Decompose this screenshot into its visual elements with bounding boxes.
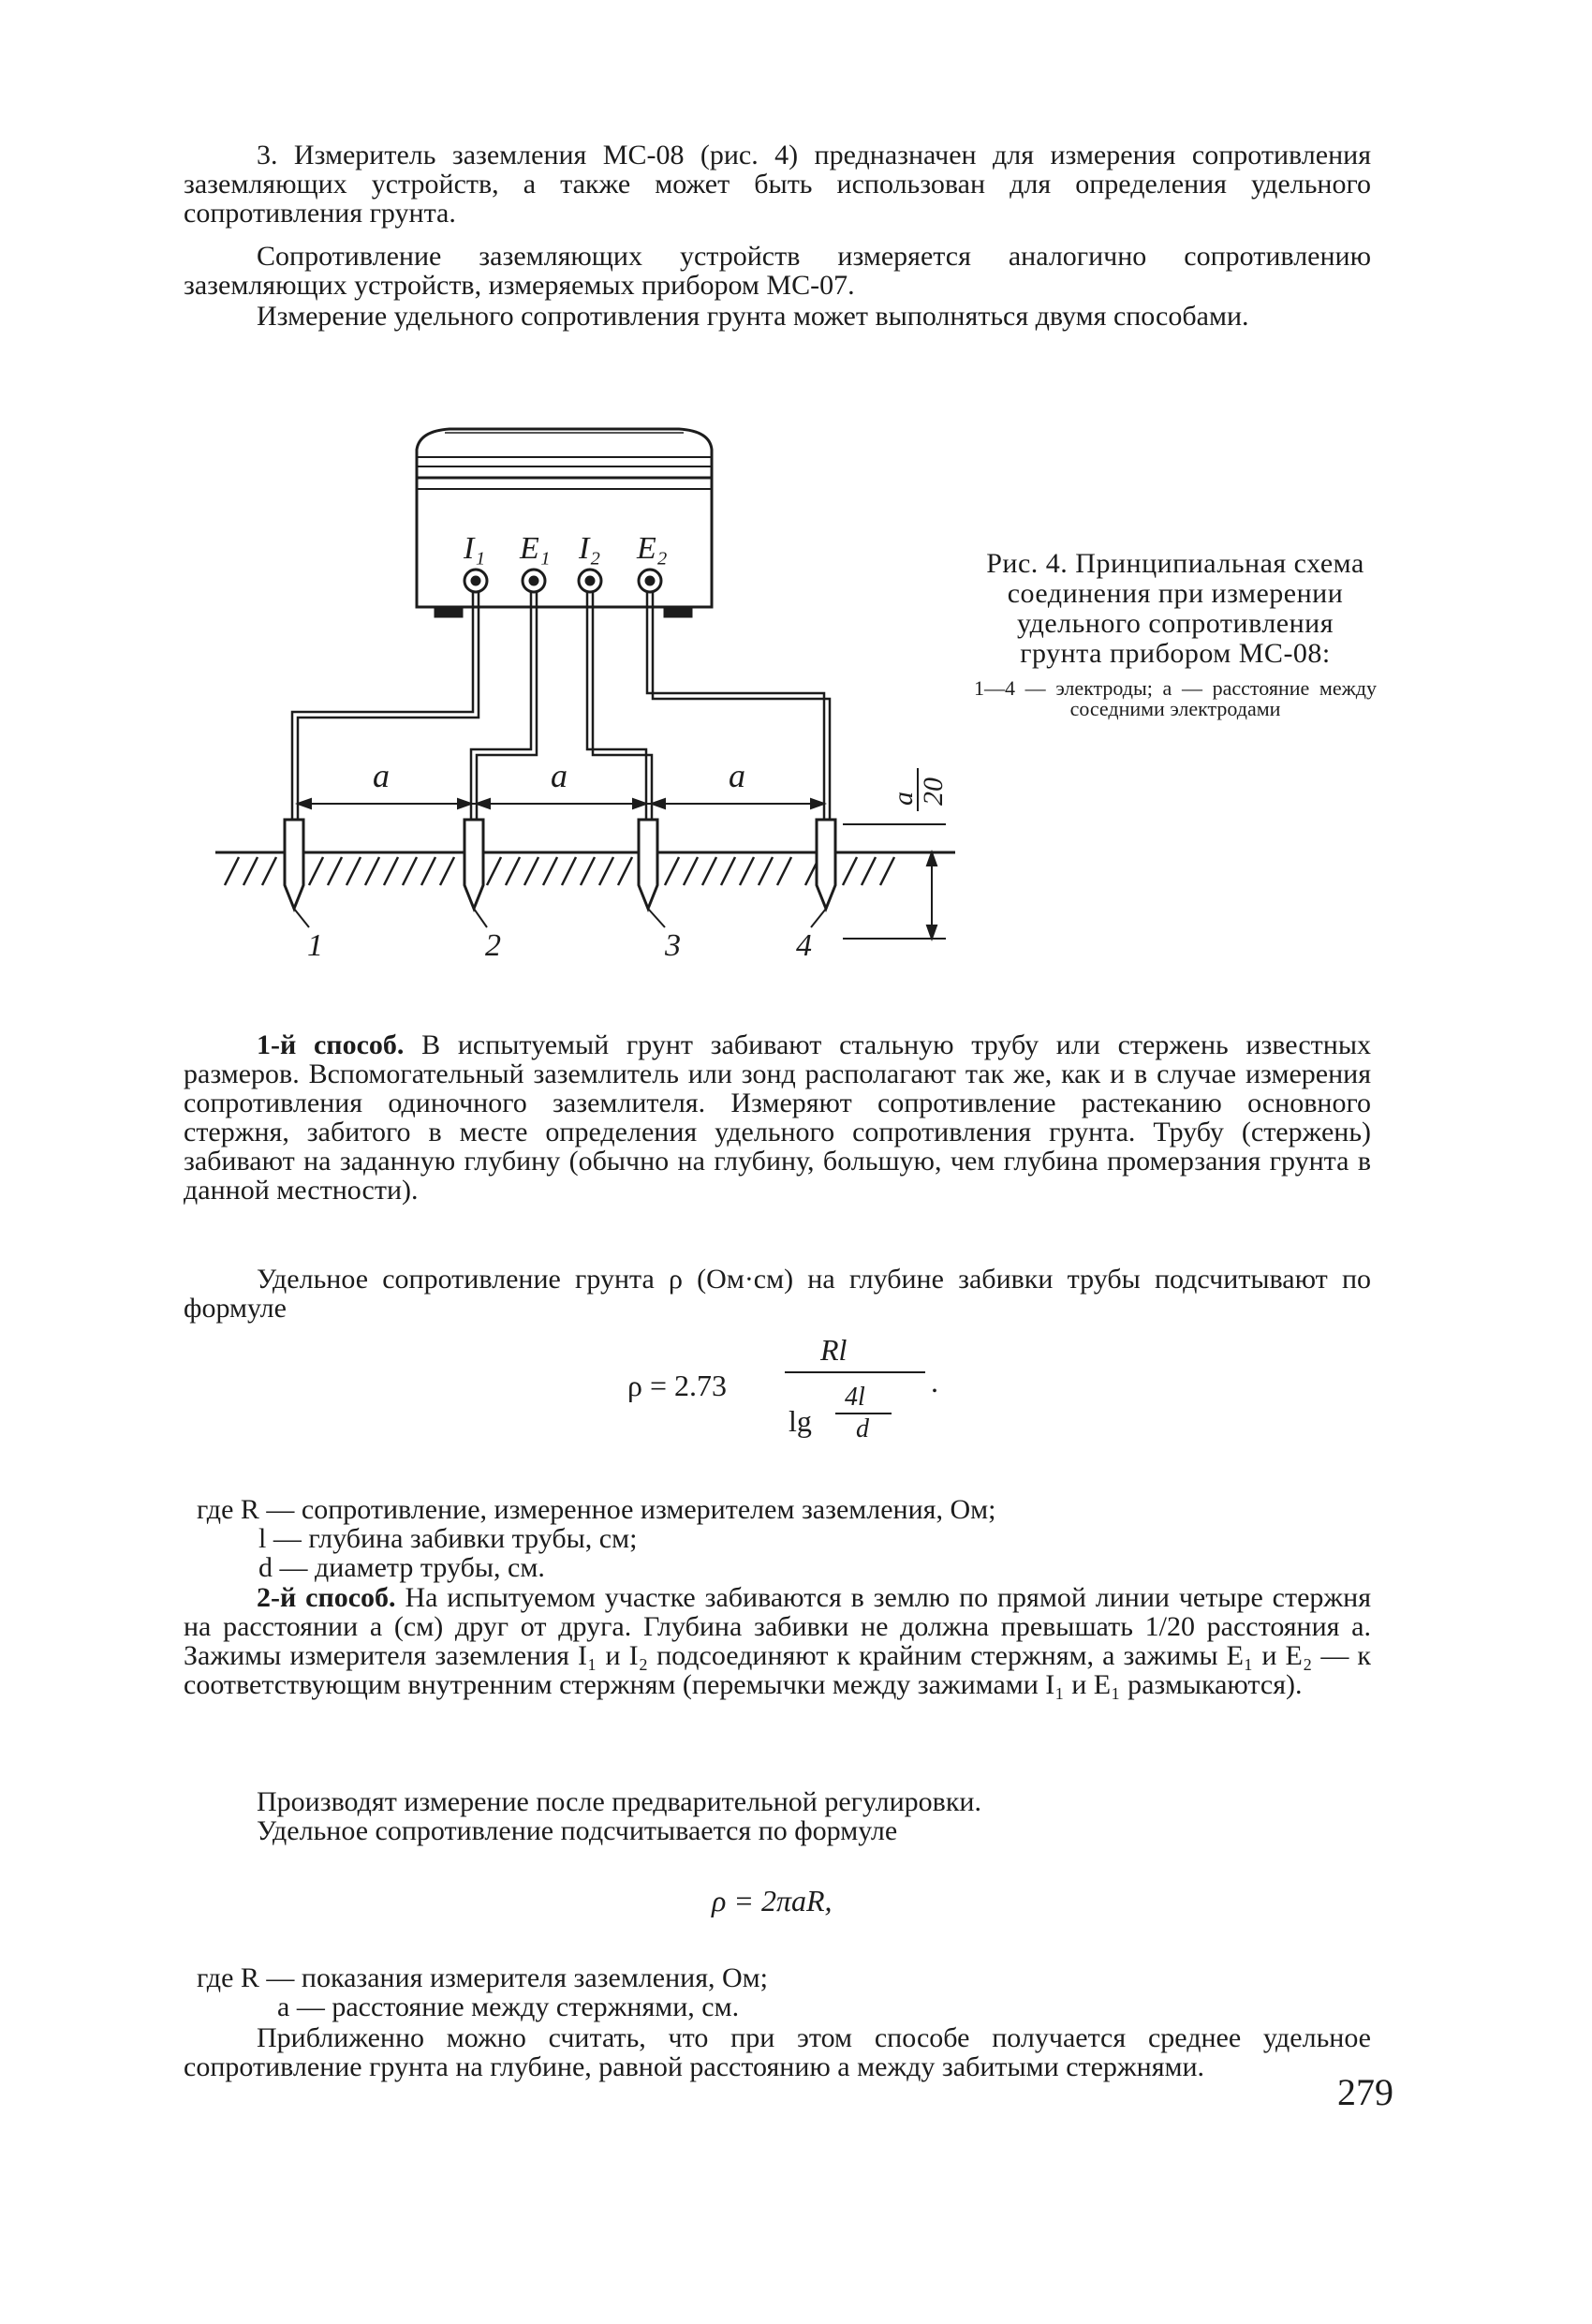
electrode-number-3: 3 — [665, 928, 681, 963]
intro-paragraph-3: Измерение удельного сопротивления грунта может выполняться двумя способами. — [257, 301, 1249, 332]
spacing-label-3: a — [729, 757, 745, 794]
formula-1-inner-numerator: 4l — [845, 1383, 865, 1412]
method1-where-list — [197, 1495, 1377, 1582]
formula-1-inner-denominator: d — [856, 1414, 869, 1443]
instrument-lid — [417, 429, 712, 478]
figure-4-schematic — [206, 412, 974, 993]
method1-text: В испытуемый грунт забивают стальную трубу или стержень известных размеров. Вспомогательный заземлитель или зонд располагают так же, как и в случае измерения сопротивления одиночного заземлителя. Измеряют сопротивление растеканию основного стержня, забитого в месте определения удельного сопротивления грунта. Трубу (стержень) забивают на заданную глубину (обычно на глубину, большую, чем глубина промерзания грунта в данной местности). — [184, 1029, 1371, 1206]
ground-hatching — [225, 857, 894, 885]
formula-1-numerator: Rl — [820, 1333, 848, 1367]
terminal-label-i2: I₂ — [579, 531, 601, 566]
terminal-i1 — [464, 570, 487, 592]
spacing-label-2: a — [551, 757, 568, 794]
where-item-a: a — расстояние между стержнями, см. — [277, 1991, 740, 2022]
method2-text: На испытуемом участке забиваются в землю по прямой линии четыре стержня на расстоянии a (см) друг от друга. Глубина забивки не должна превышать 1/20 расстояния a. Зажимы измерителя заземления I₁ и I₂ подсоединяют к крайним стержням, а зажимы E₁ и E₂ — к соответствующим внутренним стержням (перемычки между зажимами I₁ и E₁ размыкаются). — [184, 1582, 1371, 1700]
electrode-number-2: 2 — [485, 928, 501, 963]
method2-heading: 2-й способ. — [257, 1582, 396, 1613]
figure-caption-legend: 1—4 — электроды; a — расстояние между соседними электродами — [974, 676, 1377, 720]
method1-formula-intro: Удельное сопротивление грунта ρ (Ом·см) на глубине забивки трубы подсчитывают по формуле — [184, 1264, 1371, 1324]
page-number: 279 — [1337, 2071, 1393, 2113]
terminal-e1 — [523, 570, 545, 592]
electrode-number-1: 1 — [307, 928, 323, 963]
formula-1-tail: . — [931, 1365, 938, 1399]
formula-1-lhs: ρ = 2.73 — [627, 1369, 728, 1402]
method2-paragraph — [184, 1583, 1371, 1699]
figure-caption — [974, 549, 1377, 719]
spacing-dimension — [298, 799, 824, 808]
method2-measure: Производят измерение после предварительной регулировки. — [257, 1786, 981, 1817]
figure-caption-title: Рис. 4. Принципиальная схема соединения при измерении удельного сопротивления грунта прибором МС-08: — [986, 548, 1364, 669]
terminal-label-e1: E₁ — [520, 531, 551, 566]
method2-formula-intro: Удельное сопротивление подсчитывается по формуле — [257, 1815, 898, 1846]
depth-label-denominator: 20 — [918, 777, 949, 806]
method1-paragraph — [184, 1030, 1371, 1205]
formula-1 — [627, 1330, 965, 1443]
depth-label-numerator: a — [888, 792, 919, 806]
electrodes — [285, 820, 835, 909]
intro-paragraph-2: Сопротивление заземляющих устройств измеряется аналогично сопротивлению заземляющих устройств, измеряемых прибором МС-07. — [184, 241, 1371, 301]
where-item-l: l — глубина забивки трубы, см; — [258, 1523, 638, 1554]
terminal-e2 — [639, 570, 661, 592]
depth-dimension — [843, 824, 946, 939]
method2-where-list — [197, 1963, 1377, 2021]
terminal-label-i1: I₁ — [464, 531, 486, 566]
spacing-label-1: a — [373, 757, 390, 794]
intro-paragraph-1: 3. Измеритель заземления МС-08 (рис. 4) предназначен для измерения сопротивления заземляющих устройств, а также может быть использован для определения удельного сопротивления грунта. — [184, 140, 1371, 229]
method2-conclusion: Приближенно можно считать, что при этом способе получается среднее удельное сопротивление грунта на глубине, равной расстоянию a между забитыми стержнями. — [184, 2022, 1371, 2082]
where-item-d: d — диаметр трубы, см. — [258, 1552, 545, 1583]
where-item-r2: где R — показания измерителя заземления, Ом; — [197, 1962, 768, 1993]
where-item-r: где R — сопротивление, измеренное измерителем заземления, Ом; — [197, 1494, 996, 1525]
instrument-body — [417, 478, 712, 607]
formula-1-log: lg — [789, 1404, 812, 1438]
terminal-i2 — [579, 570, 601, 592]
terminal-label-e2: E₂ — [637, 531, 668, 566]
method1-heading: 1-й способ. — [257, 1029, 405, 1060]
formula-2: ρ = 2πaR, — [712, 1884, 833, 1917]
electrode-number-4: 4 — [796, 928, 812, 963]
